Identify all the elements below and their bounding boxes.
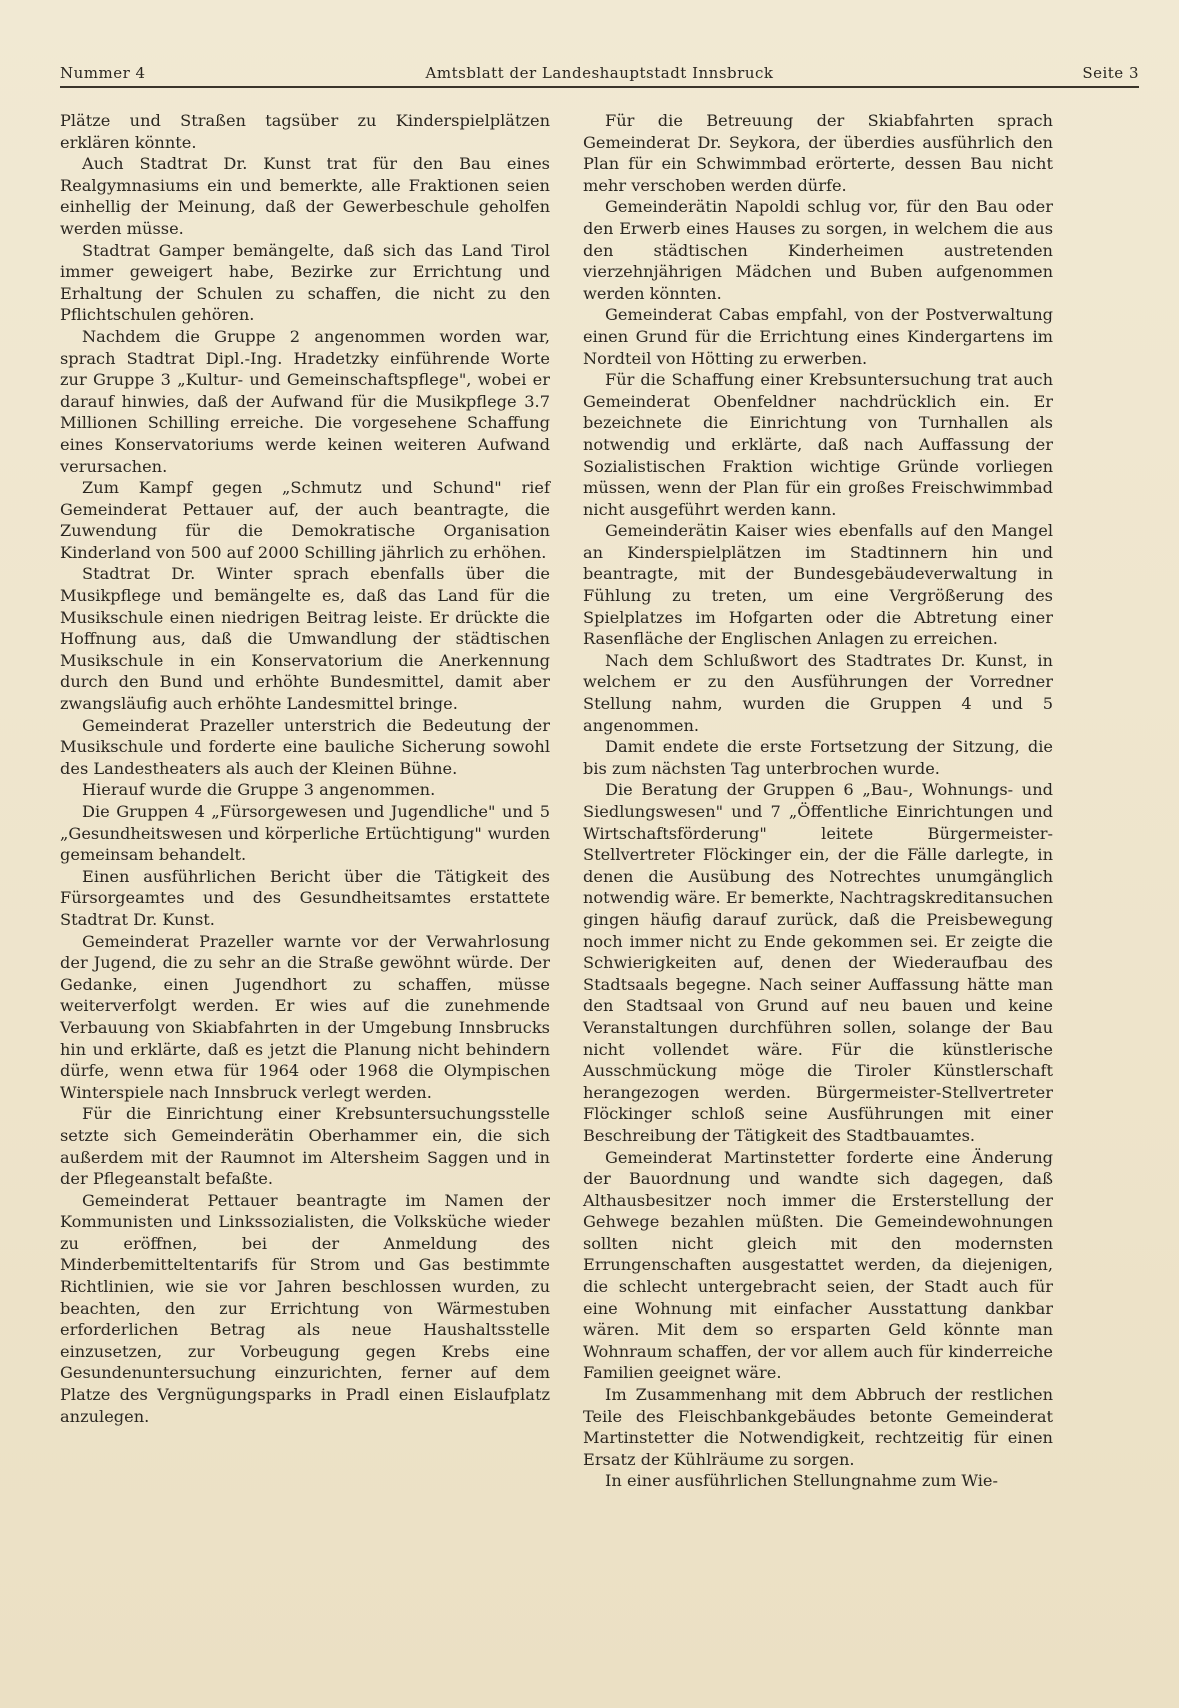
paragraph: Gemeinderat Prazeller warnte vor der Verwahrlosung der Jugend, die zu sehr an die Straße gewöhnt würde. Der Gedanke, einen Jugendhort zu schaffen, müsse weiterverfolgt werden. Er wies auf die zunehmende Verbauung von Skiabfahrten in der Umgebung Innsbrucks hin und erklärte, daß es jetzt die Planung nicht behindern dürfe, wenn etwa für 1964 oder 1968 die Olympischen Winterspiele nach Innsbruck verlegt werden. bbox=[60, 931, 550, 1102]
paragraph: Auch Stadtrat Dr. Kunst trat für den Bau eines Realgymnasiums ein und bemerkte, alle Fraktionen seien einhellig der Meinung, daß der Gewerbeschule geholfen werden müsse. bbox=[60, 154, 550, 238]
paragraph: Für die Einrichtung einer Krebsuntersuchungsstelle setzte sich Gemeinderätin Oberhammer ein, die sich außerdem mit der Raumnot im Altersheim Saggen und in der Pflegeanstalt befaßte. bbox=[60, 1104, 550, 1189]
paragraph: Gemeinderat Cabas empfahl, von der Postverwaltung einen Grund für die Errichtung eines Kindergartens im Nordteil von Hötting zu erwerben. bbox=[583, 305, 1053, 368]
paragraph: Nachdem die Gruppe 2 angenommen worden war, sprach Stadtrat Dipl.-Ing. Hradetzky einführende Worte zur Gruppe 3 „Kultur- und Gemeinschaftspflege", wobei er darauf hinwies, daß der Aufwand für die Musikpflege 3.7 Millionen Schilling erreiche. Die vorgesehene Schaffung eines Konservatoriums werde keinen weiteren Aufwand verursachen. bbox=[60, 326, 550, 476]
issue-number: Nummer 4 bbox=[60, 64, 146, 82]
paragraph: Plätze und Straßen tagsüber zu Kinderspielplätzen erklären könnte. bbox=[60, 111, 550, 152]
paragraph: Hierauf wurde die Gruppe 3 angenommen. bbox=[82, 780, 436, 800]
paragraph: Für die Schaffung einer Krebsuntersuchung trat auch Gemeinderat Obenfeldner nachdrücklich ein. Er bezeichnete die Einrichtung von Turnhallen als notwendig und erklärte, daß nach Auffassung der Sozialistischen Fraktion wichtige Gründe vorliegen müssen, wenn der Plan für ein großes Freischwimmbad nicht ausgeführt werden kann. bbox=[583, 370, 1053, 519]
paragraph: Gemeinderätin Kaiser wies ebenfalls auf den Mangel an Kinderspielplätzen im Stadtinnern hin und beantragte, mit der Bundesgebäudeverwaltung in Fühlung zu treten, um eine Vergrößerung des Spielplatzes im Hofgarten oder die Abtretung einer Rasenfläche der Englischen Anlagen zu erreichen. bbox=[583, 521, 1053, 649]
left-column bbox=[60, 110, 550, 1427]
paragraph: Gemeinderätin Napoldi schlug vor, für den Bau oder den Erwerb eines Hauses zu sorgen, in welchem die aus den städtischen Kinderheimen austretenden vierzehnjährigen Mädchen und Buben aufgenommen werden könnten. bbox=[583, 197, 1053, 303]
paragraph: Gemeinderat Martinstetter forderte eine Änderung der Bauordnung und wandte sich dagegen, daß Althausbesitzer noch immer die Ersterstellung der Gehwege bezahlen müßten. Die Gemeindewohnungen sollten nicht gleich mit den modernsten Errungenschaften ausgestattet werden, da diejenigen, die schlecht untergebracht seien, der Stadt auch für eine Wohnung mit einfacher Ausstattung dankbar wären. Mit dem so ersparten Geld könnte man Wohnraum schaffen, der vor allem auch für kinderreiche Familien geeignet wäre. bbox=[583, 1147, 1053, 1383]
paragraph: Im Zusammenhang mit dem Abbruch der restlichen Teile des Fleischbankgebäudes betonte Gemeinderat Martinstetter die Notwendigkeit, rechtzeitig für einen Ersatz der Kühlräume zu sorgen. bbox=[583, 1385, 1053, 1469]
paragraph: Die Beratung der Gruppen 6 „Bau-, Wohnungs- und Siedlungswesen" und 7 „Öffentliche Einrichtungen und Wirtschaftsförderung" leitete Bürgermeister-Stellvertreter Flöckinger ein, der die Fälle darlegte, in denen die Ausübung des Notrechtes unumgänglich notwendig wäre. Er bemerkte, Nachtragskreditansuchen gingen häufig darauf zurück, daß die Preisbewegung noch immer nicht zu Ende gekommen sei. Er zeigte die Schwierigkeiten auf, denen der Wiederaufbau des Stadtsaals begegne. Nach seiner Auffassung hätte man den Stadtsaal von Grund auf neu bauen und keine Veranstaltungen durchführen sollen, solange der Bau nicht vollendet wäre. Für die künstlerische Ausschmückung möge die Tiroler Künstlerschaft herangezogen werden. Bürgermeister-Stellvertreter Flöckinger schloß seine Ausführungen mit einer Beschreibung der Tätigkeit des Stadtbauamtes. bbox=[583, 780, 1053, 1145]
publication-title: Amtsblatt der Landeshauptstadt Innsbruck bbox=[425, 64, 774, 82]
paragraph: Gemeinderat Prazeller unterstrich die Bedeutung der Musikschule und forderte eine bauliche Sicherung sowohl des Landestheaters als auch der Kleinen Bühne. bbox=[60, 715, 550, 778]
paragraph: Stadtrat Gamper bemängelte, daß sich das Land Tirol immer geweigert habe, Bezirke zur Errichtung und Erhaltung der Schulen zu schaffen, die nicht zu den Pflichtschulen gehören. bbox=[60, 240, 550, 325]
page-number: Seite 3 bbox=[1082, 64, 1139, 82]
paragraph: In einer ausführlichen Stellungnahme zum Wie- bbox=[605, 1471, 998, 1491]
paragraph: Stadtrat Dr. Winter sprach ebenfalls über die Musikpflege und bemängelte es, daß das Land für die Musikschule einen niedrigen Beitrag leiste. Er drückte die Hoffnung aus, daß die Umwandlung der städtischen Musikschule in ein Konservatorium die Anerkennung durch den Bund und erhöhte Bundesmittel, damit aber zwangsläufig auch erhöhte Landesmittel bringe. bbox=[60, 564, 550, 714]
paragraph: Gemeinderat Pettauer beantragte im Namen der Kommunisten und Linkssozialisten, die Volksküche wieder zu eröffnen, bei der Anmeldung des Minderbemitteltentarifs für Strom und Gas bestimmte Richtlinien, wie sie vor Jahren beschlossen wurden, zu beachten, den zur Errichtung von Wärmestuben erforderlichen Betrag als neue Haushaltsstelle einzusetzen, zur Vorbeugung gegen Krebs eine Gesundenuntersuchung einzurichten, ferner auf dem Platze des Vergnügungsparks in Pradl einen Eislaufplatz anzulegen. bbox=[60, 1190, 550, 1426]
paragraph: Damit endete die erste Fortsetzung der Sitzung, die bis zum nächsten Tag unterbrochen wurde. bbox=[583, 737, 1053, 778]
header-rule bbox=[60, 86, 1139, 88]
right-column bbox=[583, 110, 1053, 1492]
paragraph: Zum Kampf gegen „Schmutz und Schund" rief Gemeinderat Pettauer auf, der auch beantragte, die Zuwendung für die Demokratische Organisation Kinderland von 500 auf 2000 Schilling jährlich zu erhöhen. bbox=[60, 478, 550, 562]
paragraph: Einen ausführlichen Bericht über die Tätigkeit des Fürsorgeamtes und des Gesundheitsamtes erstattete Stadtrat Dr. Kunst. bbox=[60, 866, 550, 929]
paragraph: Nach dem Schlußwort des Stadtrates Dr. Kunst, in welchem er zu den Ausführungen der Vorredner Stellung nahm, wurden die Gruppen 4 und 5 angenommen. bbox=[583, 650, 1053, 735]
paragraph: Für die Betreuung der Skiabfahrten sprach Gemeinderat Dr. Seykora, der überdies ausführlich den Plan für ein Schwimmbad erörterte, dessen Bau nicht mehr verschoben werden dürfe. bbox=[583, 111, 1053, 195]
paragraph: Die Gruppen 4 „Fürsorgewesen und Jugendliche" und 5 „Gesundheitswesen und körperliche Ertüchtigung" wurden gemeinsam behandelt. bbox=[60, 802, 550, 865]
